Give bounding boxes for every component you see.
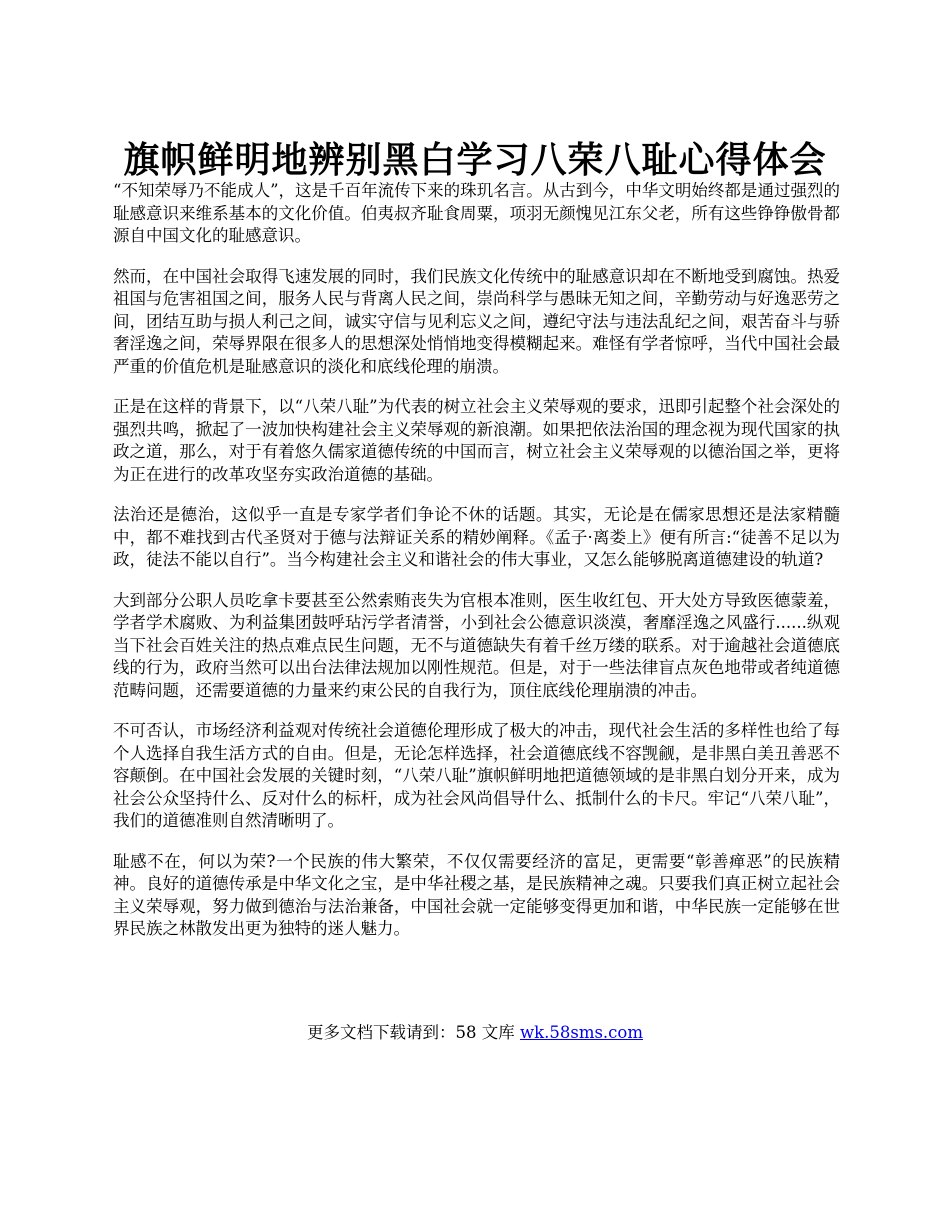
paragraph-6: 不可否认，市场经济利益观对传统社会道德伦理形成了极大的冲击，现代社会生活的多样性也给了每个人选择自我生活方式的自由。但是，无论怎样选择，社会道德底线不容觊觎，是非黑白美丑善恶不容颠倒。在中国社会发展的关键时刻，“八荣八耻”旗帜鲜明地把道德领域的是非黑白划分开来，成为社会公众坚持什么、反对什么的标杆，成为社会风尚倡导什么、抵制什么的卡尺。牢记“八荣八耻”，我们的道德准则自然清晰明了。 [113,721,840,830]
paragraph-4: 法治还是德治，这似乎一直是专家学者们争论不休的话题。其实，无论是在儒家思想还是法家精髓中，都不难找到古代圣贤对于德与法辩证关系的精妙阐释。《孟子·离娄上》便有所言:“徒善不足以为政，徒法不能以自行”。当今构建社会主义和谐社会的伟大事业，又怎么能够脱离道德建设的轨道? [113,505,840,569]
paragraph-5: 大到部分公职人员吃拿卡要甚至公然索贿丧失为官根本准则，医生收红包、开大处方导致医德蒙羞，学者学术腐败、为利益集团鼓呼玷污学者清誉，小到社会公德意识淡漠，奢靡淫逸之风盛行......纵观当下社会百姓关注的热点难点民生问题，无不与道德缺失有着千丝万缕的联系。对于逾越社会道德底线的行为，政府当然可以出台法律法规加以刚性规范。但是，对于一些法律盲点灰色地带或者纯道德范畴问题，还需要道德的力量来约束公民的自我行为，顶住底线伦理崩溃的冲击。 [113,590,840,700]
paragraph-3: 正是在这样的背景下，以“八荣八耻”为代表的树立社会主义荣辱观的要求，迅即引起整个社会深处的强烈共鸣，掀起了一波加快构建社会主义荣辱观的新浪潮。如果把依法治国的理念视为现代国家的执政之道，那么，对于有着悠久儒家道德传统的中国而言，树立社会主义荣辱观的以德治国之举，更将为正在进行的改革攻坚夯实政治道德的基础。 [113,397,840,484]
footer-text: 更多文档下载请到：58 文库 [306,1023,520,1042]
paragraph-7: 耻感不在，何以为荣?一个民族的伟大繁荣，不仅仅需要经济的富足，更需要“彰善瘅恶”的民族精神。良好的道德传承是中华文化之宝，是中华社稷之基，是民族精神之魂。只要我们真正树立起社会主义荣辱观，努力做到德治与法治兼备，中国社会就一定能够变得更加和谐，中华民族一定能够在世界民族之林散发出更为独特的迷人魅力。 [113,851,840,938]
paragraph-1: “不知荣辱乃不能成人”，这是千百年流传下来的珠玑名言。从古到今，中华文明始终都是通过强烈的耻感意识来维系基本的文化价值。伯夷叔齐耻食周粟，项羽无颜愧见江东父老，所有这些铮铮傲骨都源自中国文化的耻感意识。 [113,181,840,245]
paragraph-2: 然而，在中国社会取得飞速发展的同时，我们民族文化传统中的耻感意识却在不断地受到腐蚀。热爱祖国与危害祖国之间，服务人民与背离人民之间，崇尚科学与愚昧无知之间，辛勤劳动与好逸恶劳之间，团结互助与损人利己之间，诚实守信与见利忘义之间，遵纪守法与违法乱纪之间，艰苦奋斗与骄奢淫逸之间，荣辱界限在很多人的思想深处悄悄地变得模糊起来。难怪有学者惊呼，当代中国社会最严重的价值危机是耻感意识的淡化和底线伦理的崩溃。 [113,266,840,376]
document-body [113,180,840,959]
document-title: 旗帜鲜明地辨别黑白学习八荣八耻心得体会 [123,139,827,182]
download-footer [60,1021,890,1045]
footer-link[interactable]: wk.58sms.com [519,1023,643,1042]
